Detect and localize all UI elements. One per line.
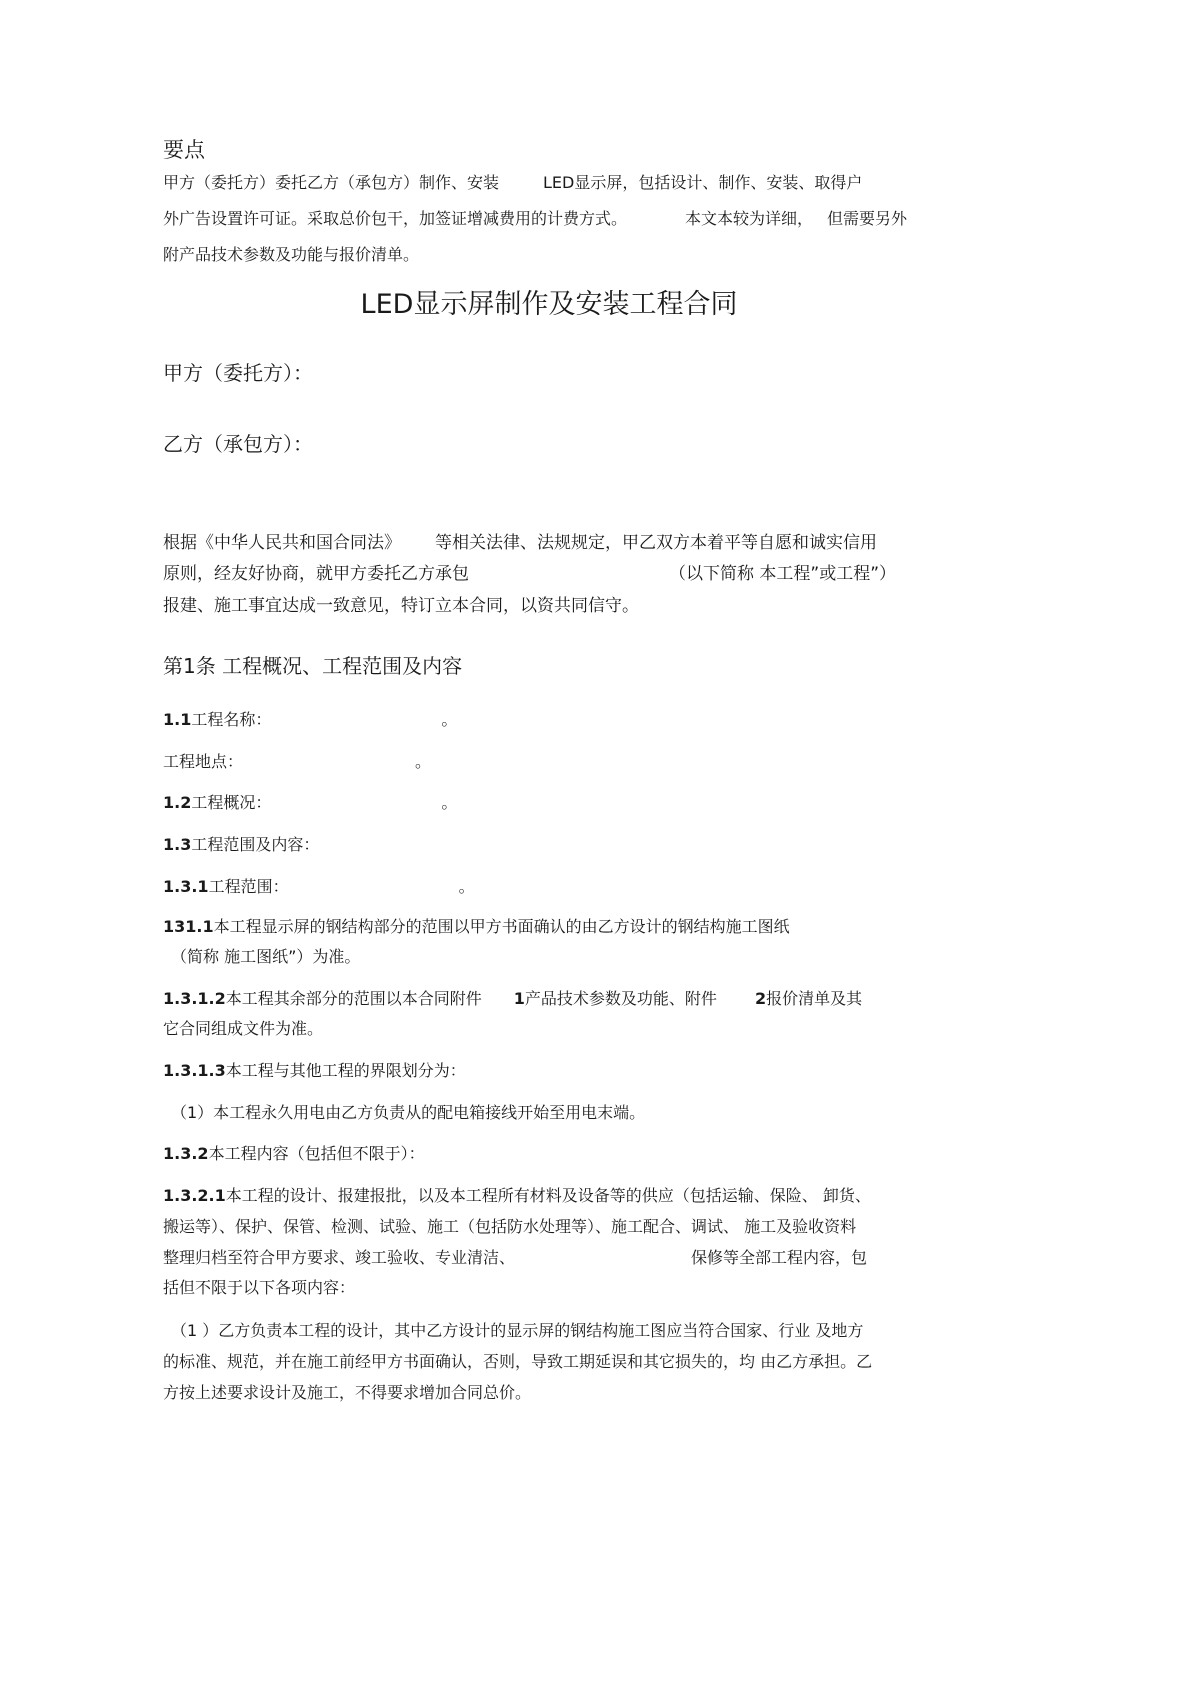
preamble-line-3: 报建、施工事宜达成一致意见，特订立本合同，以资共同信守。 [163, 596, 639, 616]
party-a-label: 甲方（委托方）： [163, 361, 313, 385]
clause-number: 1.2 [163, 793, 192, 812]
clause-text: 本工程其余部分的范围以本合同附件 [225, 989, 482, 1008]
clause-1-2 [163, 790, 457, 813]
clause-blank-end: 。 [441, 793, 458, 812]
clause-label: 工程地点： [163, 752, 244, 771]
clause-label: 工程名称： [191, 710, 272, 729]
appendix-number: 2 [754, 989, 767, 1008]
clause-text: 本工程与其他工程的界限划分为： [225, 1061, 466, 1080]
contract-title: LED显示屏制作及安装工程合同 [360, 289, 738, 320]
clause-1-3-1-2 [163, 986, 862, 1009]
clause-text: 报价清单及其 [766, 989, 863, 1008]
clause-blank-end: 。 [458, 877, 475, 896]
clause-label: 工程范围及内容： [191, 835, 320, 854]
design-item-line-3: 方按上述要求设计及施工，不得要求增加合同总价。 [163, 1383, 532, 1402]
preamble-line-1 [163, 528, 877, 553]
summary-line-1 [163, 170, 862, 193]
summary-line-2-part-a: 外广告设置许可证。采取总价包干，加签证增减费用的计费方式。 [163, 209, 628, 228]
clause-number: 1.3.2.1 [163, 1186, 226, 1205]
clause-1-3-2-1-line-3 [163, 1245, 867, 1268]
summary-line-1-part-a: 甲方（委托方）委托乙方（承包方）制作、安装 [163, 173, 500, 192]
preamble-line-1-part-b: 等相关法律、法规规定，甲乙双方本着平等自愿和诚实信用 [435, 533, 877, 553]
clause-number: 1.3.1.2 [163, 989, 226, 1008]
preamble-line-1-part-a: 根据《中华人民共和国合同法》 [163, 533, 401, 553]
clause-1-3-2-1-line-2: 搬运等）、保护、保管、检测、试验、施工（包括防水处理等）、施工配合、调试、 施工及验收资料 [163, 1217, 857, 1236]
clause-number: 1.3.2 [163, 1144, 209, 1163]
preamble-line-2-part-b: （以下简称 本工程”或工程”） [669, 564, 897, 584]
clause-text: 本工程显示屏的钢结构部分的范围以甲方书面确认的由乙方设计的钢结构施工图纸 [213, 917, 790, 936]
clause-number: 1.1 [163, 710, 192, 729]
clause-1-1 [163, 707, 457, 730]
summary-line-2 [163, 206, 907, 229]
clause-text: 本工程内容（包括但不限于）： [208, 1144, 425, 1163]
preamble-line-2-part-a: 原则，经友好协商，就甲方委托乙方承包 [163, 564, 469, 584]
clause-text: 本工程的设计、报建报批，以及本工程所有材料及设备等的供应（包括运输、保险、 卸货、 [225, 1186, 871, 1205]
project-location [163, 749, 431, 772]
clause-1-3-1-3 [163, 1058, 466, 1081]
clause-1-3 [163, 832, 319, 855]
clause-text: 产品技术参数及功能、附件 [524, 989, 717, 1008]
clause-1-3-1-3-item-1: （1）本工程永久用电由乙方负责从的配电箱接线开始至用电末端。 [171, 1103, 646, 1122]
summary-heading: 要点 [163, 138, 205, 162]
clause-number: 1.3.1.3 [163, 1061, 226, 1080]
summary-line-2-part-b: 本文本较为详细， [685, 209, 814, 228]
clause-131-1-line-2: （简称 施工图纸”）为准。 [171, 947, 361, 966]
article-1-heading: 第1条 工程概况、工程范围及内容 [163, 654, 463, 678]
clause-1-3-2 [163, 1141, 425, 1164]
clause-blank-end: 。 [415, 752, 432, 771]
clause-number: 1.3 [163, 835, 192, 854]
design-item-line-1: （1 ）乙方负责本工程的设计，其中乙方设计的显示屏的钢结构施工图应当符合国家、行业 及地方 [171, 1321, 864, 1340]
clause-1-3-1-2-line-2: 它合同组成文件为准。 [163, 1019, 324, 1038]
summary-line-3: 附产品技术参数及功能与报价清单。 [163, 245, 420, 264]
party-b-label: 乙方（承包方）： [163, 432, 313, 456]
clause-number: 1.3.1 [163, 877, 209, 896]
summary-line-1-part-b: LED显示屏，包括设计、制作、安装、取得户 [543, 173, 863, 192]
clause-blank-end: 。 [441, 710, 458, 729]
appendix-number: 1 [513, 989, 525, 1008]
clause-label: 工程范围： [208, 877, 289, 896]
clause-1-3-1 [163, 874, 475, 897]
preamble-line-2 [163, 559, 896, 584]
clause-number: 131.1 [163, 917, 214, 936]
clause-1-3-2-1 [163, 1183, 871, 1206]
clause-text: 整理归档至符合甲方要求、竣工验收、专业清洁、 [163, 1248, 516, 1267]
design-item-line-2: 的标准、规范，并在施工前经甲方书面确认，否则，导致工期延误和其它损失的，均 由乙方承担。乙 [163, 1352, 873, 1371]
clause-label: 工程概况： [191, 793, 272, 812]
clause-1-3-2-1-line-4: 括但不限于以下各项内容： [163, 1278, 356, 1297]
summary-line-2-part-c: 但需要另外 [827, 209, 908, 228]
clause-text: 保修等全部工程内容，包 [691, 1248, 868, 1267]
clause-131-1 [163, 914, 790, 937]
